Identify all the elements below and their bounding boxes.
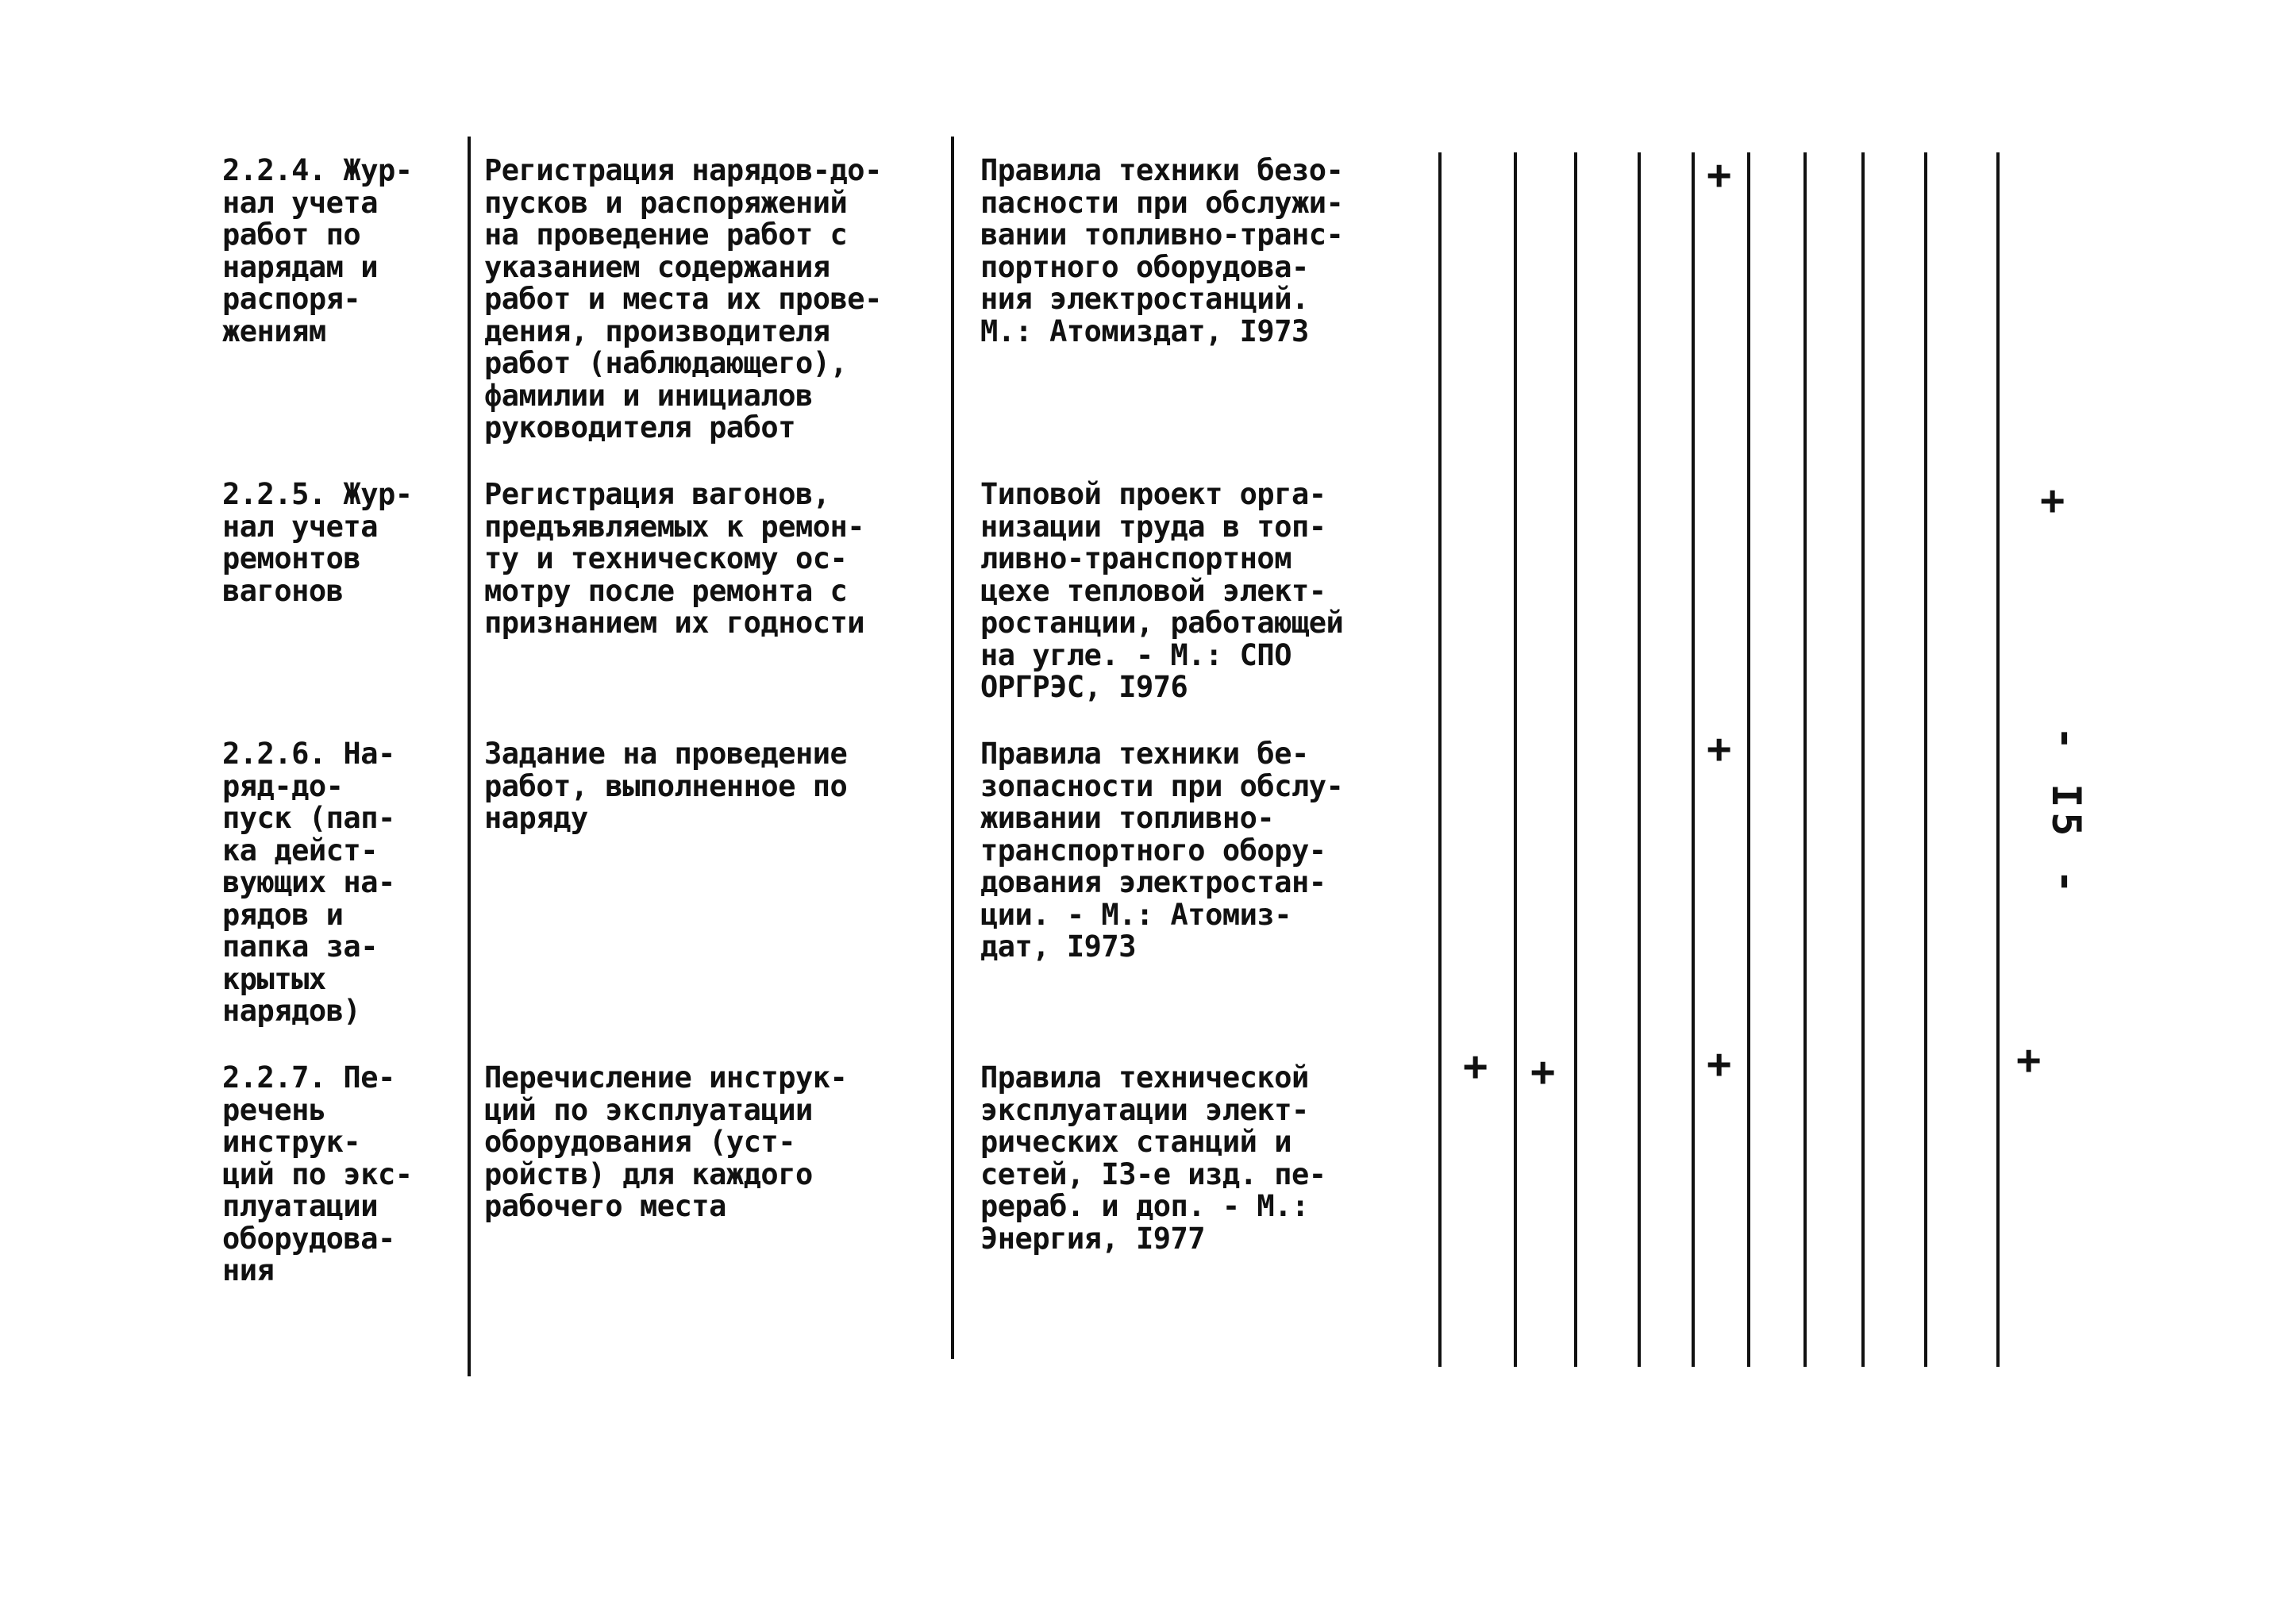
row-2-2-5-source: Типовой проект орга- низации труда в топ- ливно-транспортном цехе тепловой элект- ростанции, работающей на угле. - М.: СПО ОРГРЭС, I976 [980, 477, 1344, 704]
row-2-2-5-name: 2.2.5. Жур- нал учета ремонтов вагонов [222, 477, 413, 608]
page-number: - I5 - [2043, 726, 2089, 899]
column-rule [1747, 152, 1750, 1367]
row-2-2-7-name: 2.2.7. Пе- речень инструк- ций по экс- плуатации оборудова- ния [222, 1060, 413, 1287]
row-2-2-4-purpose: Регистрация нарядов-до- пусков и распоряжений на проведение работ с указанием содержания работ и места их прове- дения, производителя работ (наблюдающего), фамилии и инициалов руководителя работ [484, 153, 882, 444]
plus-mark: + [2040, 477, 2065, 525]
plus-mark: + [1707, 1041, 1732, 1088]
column-rule [1514, 152, 1517, 1367]
column-rule [468, 137, 471, 1376]
plus-mark: + [2016, 1037, 2042, 1084]
row-2-2-6-name: 2.2.6. На- ряд-до- пуск (пап- ка дейст- вующих на- рядов и папка за- крытых нарядов) [222, 737, 395, 1028]
plus-mark: + [1707, 725, 1732, 773]
column-rule [1438, 152, 1442, 1367]
column-rule [1574, 152, 1577, 1367]
column-rule [1861, 152, 1865, 1367]
column-rule [1924, 152, 1927, 1367]
row-2-2-7-source: Правила технической эксплуатации элект- рических станций и сетей, I3-е изд. пе- рераб. и доп. - М.: Энергия, I977 [980, 1060, 1326, 1256]
column-rule [1638, 152, 1641, 1367]
column-rule [951, 137, 954, 1359]
plus-mark: + [1707, 152, 1732, 199]
row-2-2-5-purpose: Регистрация вагонов, предъявляемых к ремон- ту и техническому ос- мотру после ремонта с признанием их годности [484, 477, 865, 640]
plus-mark: + [1463, 1043, 1488, 1091]
row-2-2-6-source: Правила техники бе- зопасности при обслу- живании топливно- транспортного обору- дования электростан- ции. - М.: Атомиз- дат, I973 [980, 737, 1344, 964]
row-2-2-4-source: Правила техники безо- пасности при обслужи- вании топливно-транс- портного оборудова- ния электростанций. М.: Атомиздат, I973 [980, 153, 1344, 348]
row-2-2-4-name: 2.2.4. Жур- нал учета работ по нарядам и распоря- жениям [222, 153, 413, 348]
row-2-2-6-purpose: Задание на проведение работ, выполненное по наряду [484, 737, 848, 835]
plus-mark: + [1530, 1049, 1556, 1096]
column-rule [1692, 152, 1695, 1367]
row-2-2-7-purpose: Перечисление инструк- ций по эксплуатации оборудования (уст- ройств) для каждого рабочего места [484, 1060, 848, 1223]
column-rule [1803, 152, 1807, 1367]
